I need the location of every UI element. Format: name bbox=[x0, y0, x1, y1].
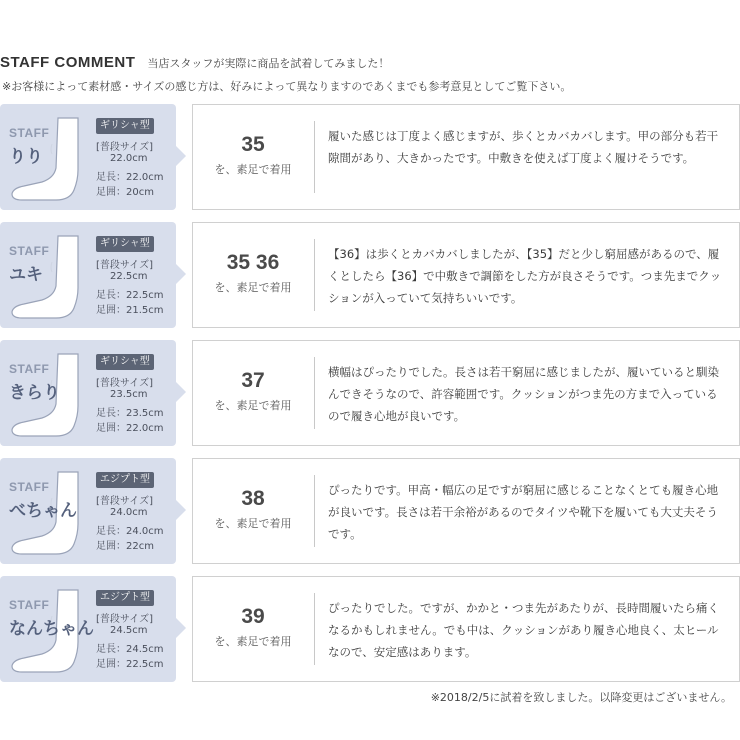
title-jp: 当店スタッフが実際に商品を試着してみました！ bbox=[147, 57, 390, 70]
staff-name: べちゃん bbox=[9, 501, 77, 521]
usual-size-label: [普段サイズ] bbox=[96, 378, 154, 389]
staff-name: りり bbox=[9, 147, 43, 167]
pointer-arrow bbox=[176, 382, 186, 402]
size-note: を、素足で着用 bbox=[214, 163, 292, 176]
divider bbox=[314, 121, 315, 193]
pointer-arrow bbox=[176, 264, 186, 284]
size-note: を、素足で着用 bbox=[214, 517, 292, 530]
usual-size-value: 22.0cm bbox=[110, 153, 148, 164]
foot-type-badge: エジプト型 bbox=[96, 472, 154, 488]
foot-girth: 足囲：20cm bbox=[96, 187, 154, 198]
foot-length: 足長：24.0cm bbox=[96, 526, 164, 537]
footer-note: ※2018/2/5に試着を致しました。以降変更はございません。 bbox=[430, 691, 732, 704]
foot-girth: 足囲：21.5cm bbox=[96, 305, 164, 316]
staff-card bbox=[0, 104, 176, 210]
staff-row bbox=[0, 576, 740, 684]
comment-box bbox=[192, 576, 740, 682]
staff-card bbox=[0, 340, 176, 446]
usual-size-label: [普段サイズ] bbox=[96, 614, 154, 625]
comment-text: ぴったりでした。ですが、かかと・つま先があたりが、長時間履いたら痛くなるかもしれません。でも中は、クッションがあり履き心地良く、太ヒールなので、安定感はあります。 bbox=[328, 601, 719, 659]
usual-size-value: 24.0cm bbox=[110, 507, 148, 518]
title-en: STAFF COMMENT bbox=[0, 54, 136, 71]
tried-size: 37 bbox=[241, 369, 265, 392]
size-note: を、素足で着用 bbox=[214, 281, 292, 294]
foot-girth: 足囲：22.5cm bbox=[96, 659, 164, 670]
comment-text: 横幅はぴったりでした。長さは若干窮屈に感じましたが、履いていると馴染んできそうなので、許容範囲です。クッションがつま先の方まで入っているので履き心地が良いです。 bbox=[328, 365, 719, 423]
staff-name: ユキ bbox=[9, 265, 43, 285]
section-title bbox=[0, 52, 389, 71]
usual-size-label: [普段サイズ] bbox=[96, 260, 154, 271]
foot-length: 足長：24.5cm bbox=[96, 644, 164, 655]
divider bbox=[314, 475, 315, 547]
usual-size-value: 23.5cm bbox=[110, 389, 148, 400]
size-note: を、素足で着用 bbox=[214, 399, 292, 412]
staff-card bbox=[0, 458, 176, 564]
divider bbox=[314, 239, 315, 311]
comment-text: ぴったりです。甲高・幅広の足ですが窮屈に感じることなくとても履き心地が良いです。長さは若干余裕があるのでタイツや靴下を履いても大丈夫そうです。 bbox=[328, 483, 719, 541]
divider bbox=[314, 357, 315, 429]
foot-length: 足長：22.5cm bbox=[96, 290, 164, 301]
staff-label: STAFF bbox=[9, 598, 50, 612]
foot-type-badge: エジプト型 bbox=[96, 590, 154, 606]
staff-row bbox=[0, 340, 740, 448]
usual-size-value: 24.5cm bbox=[110, 625, 148, 636]
staff-label: STAFF bbox=[9, 362, 50, 376]
usual-size-label: [普段サイズ] bbox=[96, 496, 154, 507]
usual-size-value: 22.5cm bbox=[110, 271, 148, 282]
comment-box bbox=[192, 222, 740, 328]
staff-card bbox=[0, 576, 176, 682]
comment-box bbox=[192, 340, 740, 446]
staff-name: きらり bbox=[9, 383, 60, 403]
tried-size: 35 36 bbox=[226, 251, 280, 274]
foot-girth: 足囲：22cm bbox=[96, 541, 154, 552]
foot-type-badge: ギリシャ型 bbox=[96, 354, 154, 370]
size-note: を、素足で着用 bbox=[214, 635, 292, 648]
comment-box bbox=[192, 458, 740, 564]
divider bbox=[314, 593, 315, 665]
staff-card bbox=[0, 222, 176, 328]
tried-size: 39 bbox=[241, 605, 265, 628]
foot-type-badge: ギリシャ型 bbox=[96, 236, 154, 252]
foot-length: 足長：22.0cm bbox=[96, 172, 164, 183]
comment-text: 【36】は歩くとカバカバしましたが、【35】だと少し窮屈感があるので、履くとしたら【36】で中敷きで調節をした方が良さそうです。つま先までクッションが入っていて気持ちいいです。 bbox=[328, 247, 722, 305]
tried-size: 38 bbox=[241, 487, 265, 510]
foot-girth: 足囲：22.0cm bbox=[96, 423, 164, 434]
staff-label: STAFF bbox=[9, 244, 50, 258]
staff-label: STAFF bbox=[9, 480, 50, 494]
pointer-arrow bbox=[176, 146, 186, 166]
pointer-arrow bbox=[176, 500, 186, 520]
foot-length: 足長：23.5cm bbox=[96, 408, 164, 419]
staff-row bbox=[0, 104, 740, 212]
staff-row bbox=[0, 222, 740, 330]
usual-size-label: [普段サイズ] bbox=[96, 142, 154, 153]
disclaimer-note: ※お客様によって素材感・サイズの感じ方は、好みによって異なりますのであくまでも参考意見としてご覧下さい。 bbox=[2, 80, 572, 93]
comment-text: 履いた感じは丁度よく感じますが、歩くとカバカバします。甲の部分も若干隙間があり、大きかったです。中敷きを使えば丁度よく履けそうです。 bbox=[328, 129, 719, 165]
staff-name: なんちゃん bbox=[9, 619, 94, 639]
foot-type-badge: ギリシャ型 bbox=[96, 118, 154, 134]
staff-label: STAFF bbox=[9, 126, 50, 140]
pointer-arrow bbox=[176, 618, 186, 638]
comment-box bbox=[192, 104, 740, 210]
staff-row bbox=[0, 458, 740, 566]
tried-size: 35 bbox=[241, 133, 265, 156]
